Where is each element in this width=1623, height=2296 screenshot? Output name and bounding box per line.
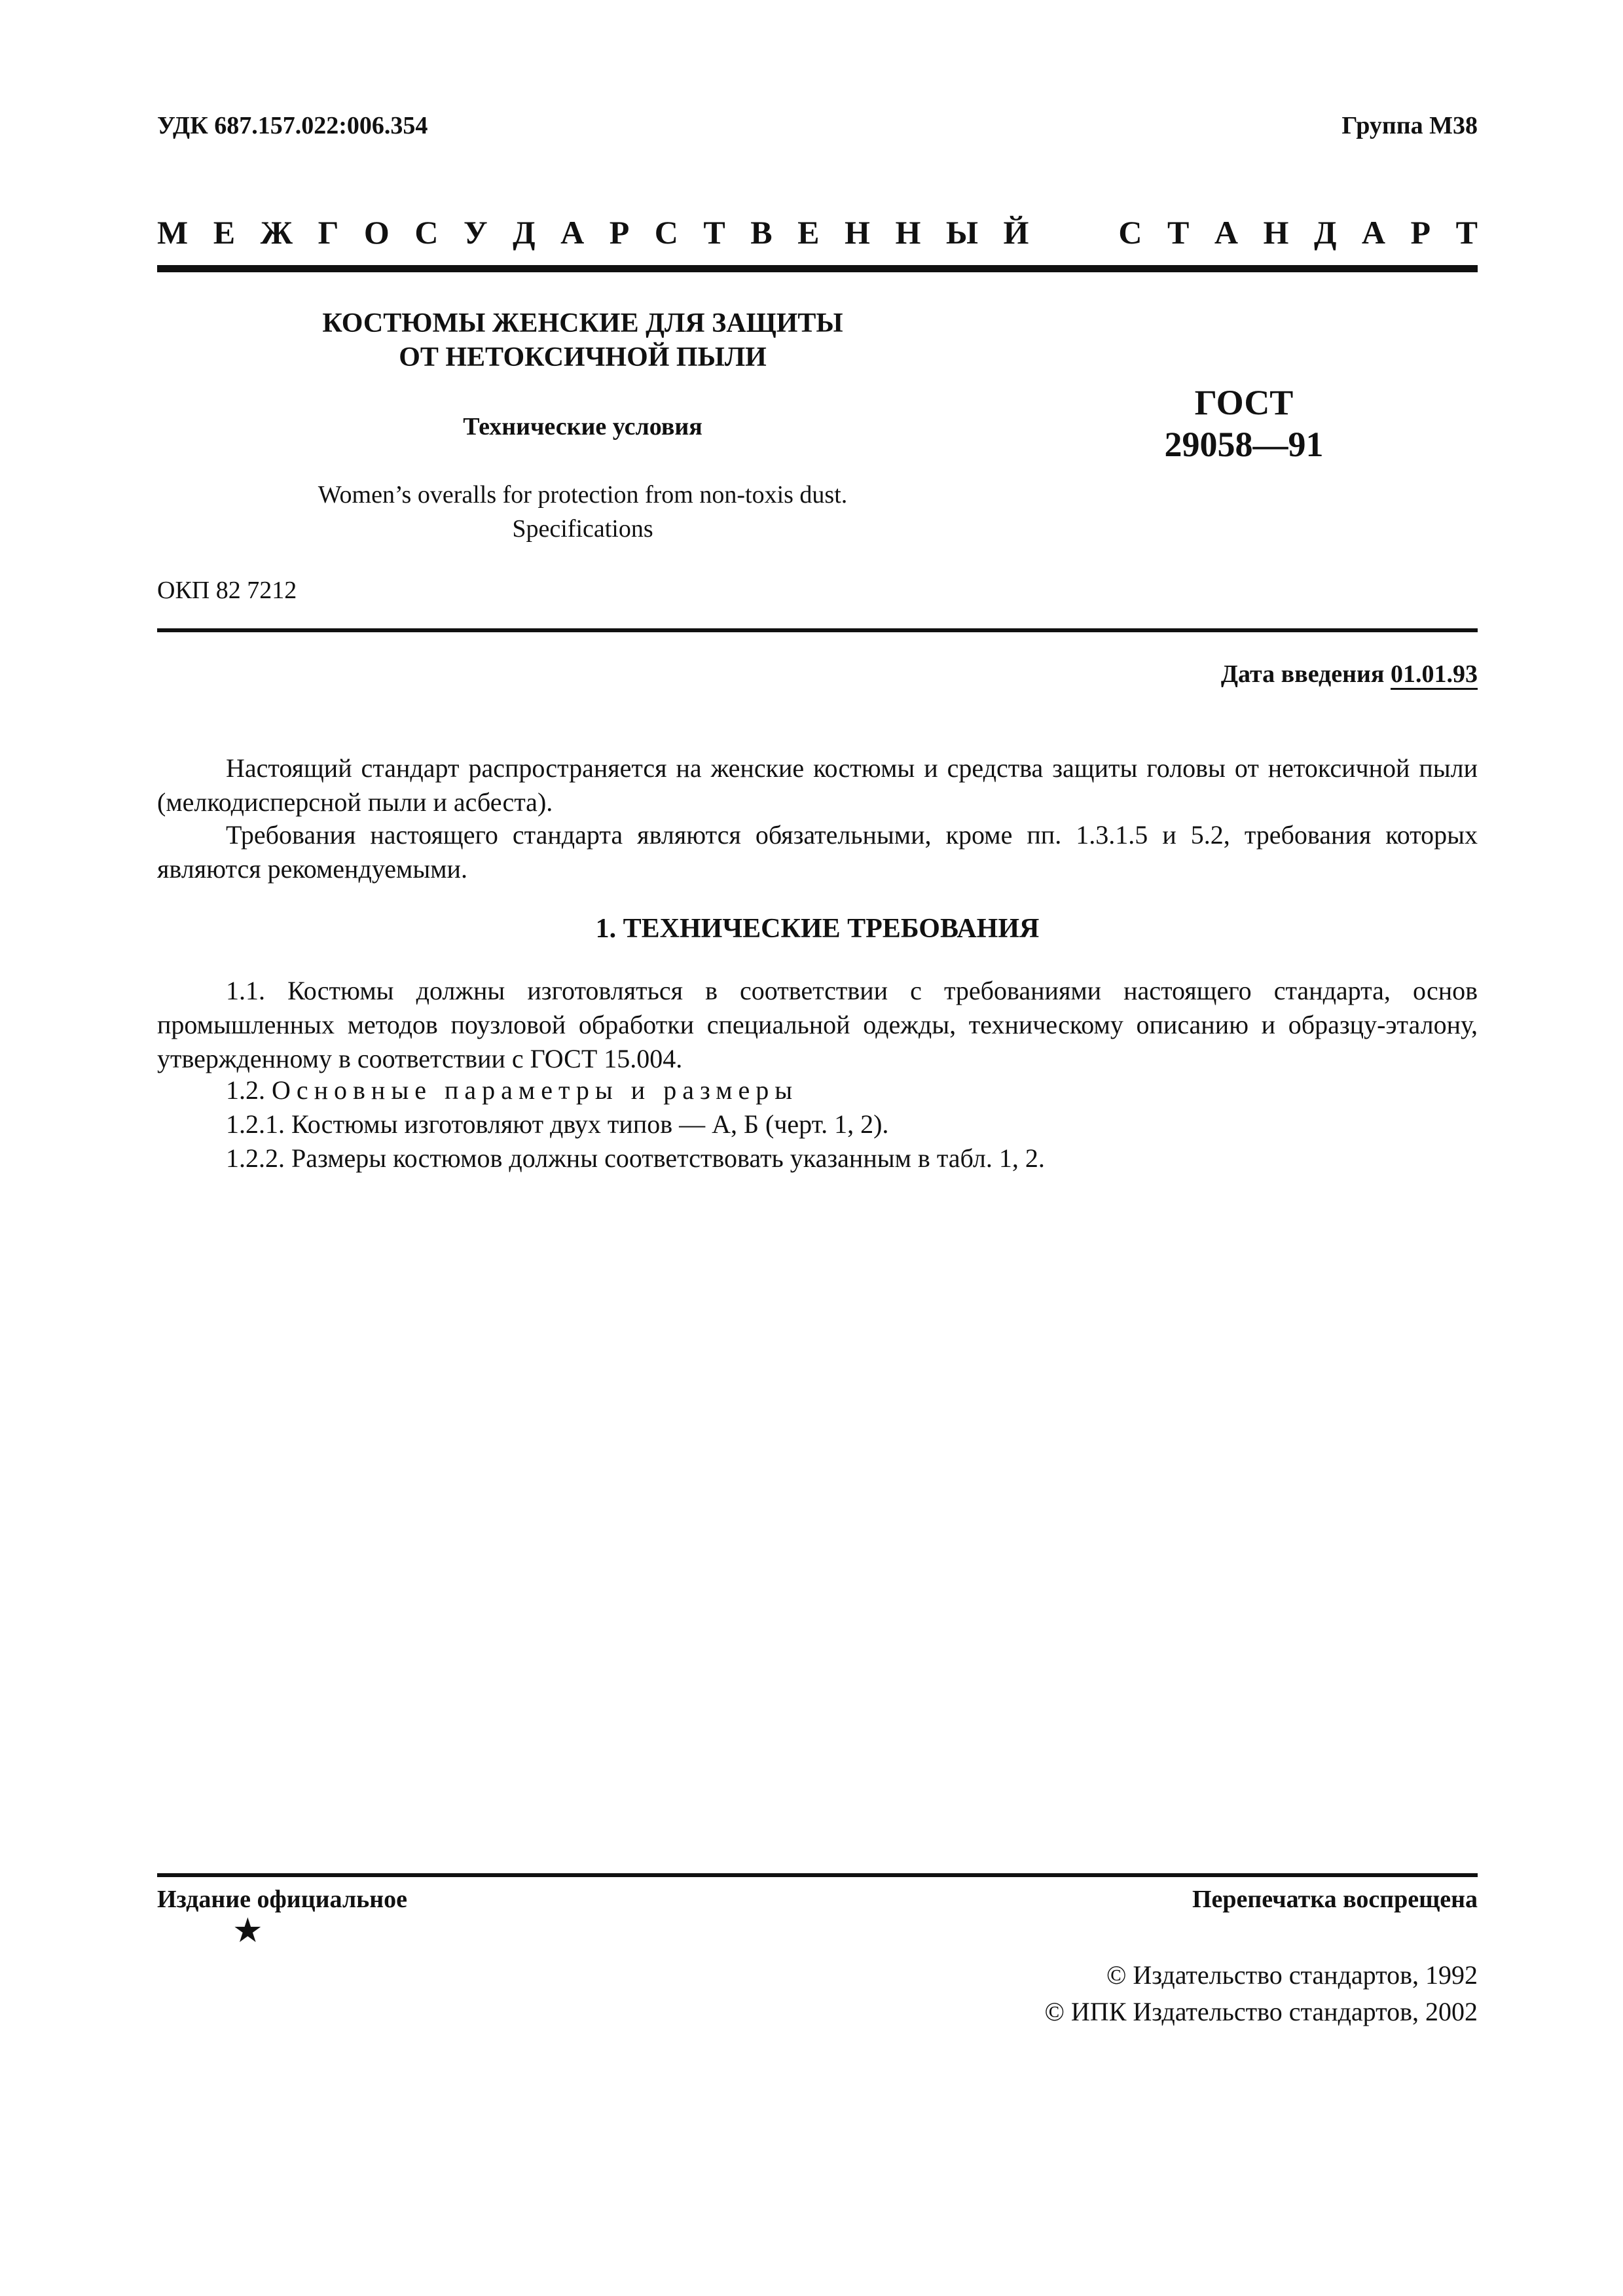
paragraph-text: Требования настоящего стандарта являются обязательными, кроме пп. 1.3.1.5 и 5.2, требования которых являются рекомендуемыми. — [157, 820, 1478, 884]
english-title-line-2: Specifications — [512, 515, 653, 543]
item-1-2 — [226, 1073, 1478, 1107]
heading-letter: С — [654, 214, 678, 251]
english-title — [157, 478, 1008, 546]
heading-letter: М — [157, 214, 189, 251]
heading-letter: О — [363, 214, 390, 251]
star-icon: ★ — [232, 1912, 263, 1950]
okp-code: ОКП 82 7212 — [157, 577, 297, 604]
reprint-prohibited-label: Перепечатка воспрещена — [1192, 1886, 1478, 1913]
heading-letter: Р — [1410, 214, 1431, 251]
heading-letter: Т — [1455, 214, 1478, 251]
item-number: 1.2. — [226, 1075, 265, 1105]
heading-letter: Т — [1167, 214, 1190, 251]
header-divider — [157, 265, 1478, 272]
section-heading: 1. ТЕХНИЧЕСКИЕ ТРЕБОВАНИЯ — [595, 914, 1040, 944]
heading-letter: Й — [1003, 214, 1029, 251]
introduction-date-label: Дата введения — [1220, 660, 1385, 688]
gost-number: 29058—91 — [1164, 425, 1324, 464]
heading-letter: У — [463, 214, 488, 251]
title-divider — [157, 628, 1478, 632]
heading-letter: Е — [797, 214, 820, 251]
gost-label: ГОСТ — [1194, 383, 1294, 422]
title-line-1: КОСТЮМЫ ЖЕНСКИЕ ДЛЯ ЗАЩИТЫ — [322, 308, 843, 338]
heading-letter: Г — [318, 214, 339, 251]
heading-letter: С — [1118, 214, 1142, 251]
mandatory-paragraph — [157, 818, 1478, 886]
copyright-block — [1045, 1957, 1478, 2030]
interstate-standard-heading — [157, 216, 1478, 249]
footer-divider — [157, 1873, 1478, 1877]
document-title — [157, 306, 1008, 374]
copyright-line-2: © ИПК Издательство стандартов, 2002 — [1044, 1997, 1478, 2026]
group-code: Группа М38 — [1341, 112, 1478, 139]
heading-letter: А — [1214, 214, 1239, 251]
document-subtitle: Технические условия — [463, 413, 702, 440]
heading-letter: Т — [703, 214, 725, 251]
title-line-2: ОТ НЕТОКСИЧНОЙ ПЫЛИ — [399, 342, 767, 372]
copyright-line-1: © Издательство стандартов, 1992 — [1106, 1960, 1478, 1990]
paragraph-text: Настоящий стандарт распространяется на женские костюмы и средства защиты головы от нетоксичной пыли (мелкодисперсной пыли и асбеста). — [157, 753, 1478, 817]
gost-designation — [1087, 382, 1401, 465]
heading-letter: Д — [513, 214, 536, 251]
heading-letter: Р — [609, 214, 630, 251]
heading-letter: Н — [895, 214, 921, 251]
paragraph-text: 1.1. Костюмы должны изготовляться в соответствии с требованиями настоящего стандарта, основ промышленных методов поузловой обработки специальной одежды, техническому описанию и образцу-эталону, утвержденному в соответствии с ГОСТ 15.004. — [157, 976, 1478, 1073]
item-1-1 — [157, 974, 1478, 1076]
item-1-2-2: 1.2.2. Размеры костюмов должны соответствовать указанным в табл. 1, 2. — [226, 1143, 1045, 1173]
scope-paragraph — [157, 751, 1478, 819]
heading-letter: Е — [213, 214, 236, 251]
heading-letter: Ы — [945, 214, 978, 251]
heading-letter: Н — [1263, 214, 1289, 251]
heading-letter: А — [560, 214, 585, 251]
heading-letter: Д — [1313, 214, 1337, 251]
udk-code: УДК 687.157.022:006.354 — [157, 112, 428, 139]
item-spaced-text: Основные параметры и размеры — [272, 1075, 799, 1105]
heading-letter: В — [750, 214, 773, 251]
item-1-2-1: 1.2.1. Костюмы изготовляют двух типов — А, Б (черт. 1, 2). — [226, 1109, 889, 1139]
official-edition-label: Издание официальное — [157, 1886, 408, 1913]
heading-letter: А — [1361, 214, 1385, 251]
heading-letter: С — [414, 214, 439, 251]
introduction-date — [1221, 660, 1478, 689]
heading-letter: Ж — [260, 214, 293, 251]
heading-letter: Н — [845, 214, 870, 251]
english-title-line-1: Women’s overalls for protection from non-toxis dust. — [318, 481, 848, 509]
introduction-date-value: 01.01.93 — [1391, 660, 1478, 690]
